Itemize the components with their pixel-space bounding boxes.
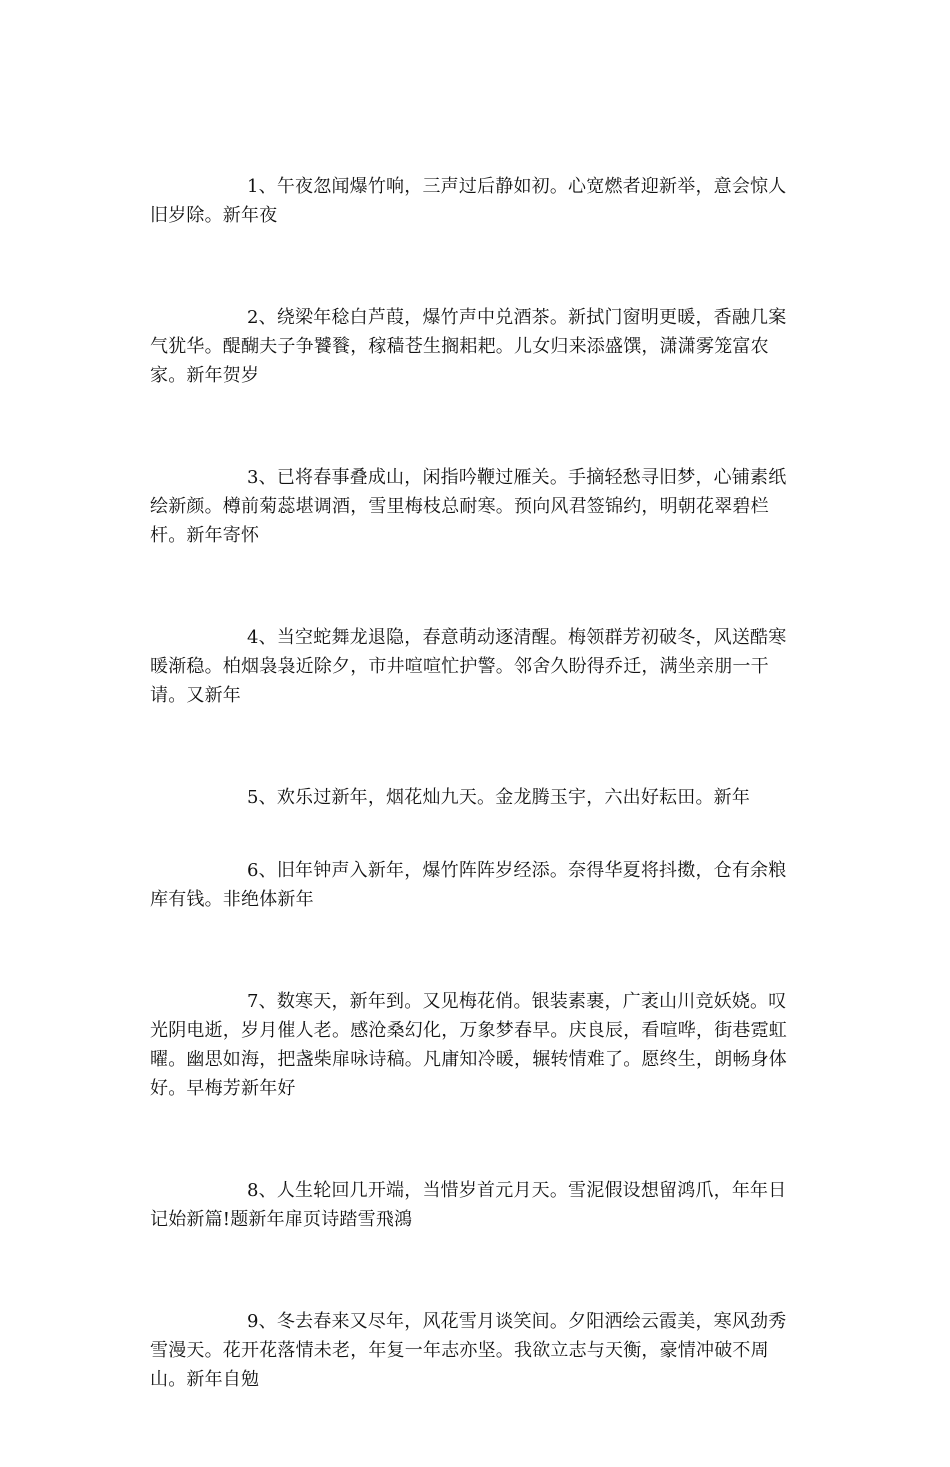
poem-paragraph-8: 8、人生轮回几开端，当惜岁首元月天。雪泥假设想留鸿爪，年年日记始新篇!题新年扉页诗踏雪飛鴻 [150, 1180, 787, 1230]
poem-paragraph-7: 7、数寒天，新年到。又见梅花俏。银装素裹，广袤山川竞妖娆。叹光阴电逝，岁月催人老。感沧桑幻化，万象梦春早。庆良辰，看喧哗，街巷霓虹曜。幽思如海，把盏柴扉咏诗稿。凡庸知冷暖，辗转情难了。愿终生，朗畅身体好。早梅芳新年好 [150, 991, 787, 1099]
poem-paragraph-9: 9、冬去春来又尽年，风花雪月谈笑间。夕阳洒绘云霞美，寒风劲秀雪漫天。花开花落情未老，年复一年志亦坚。我欲立志与天衡，豪情冲破不周山。新年自勉 [150, 1311, 787, 1390]
document-page [150, 172, 796, 1467]
poem-paragraph-5: 5、欢乐过新年，烟花灿九天。金龙腾玉宇，六出好耘田。新年 [247, 787, 751, 808]
poem-paragraph-3: 3、已将春事叠成山，闲指吟鞭过雁关。手摘轻愁寻旧梦，心铺素纸绘新颜。樽前菊蕊堪调酒，雪里梅枝总耐寒。预向风君签锦约，明朝花翠碧栏杆。新年寄怀 [150, 467, 787, 546]
poem-paragraph-6: 6、旧年钟声入新年，爆竹阵阵岁经添。奈得华夏将抖擞，仓有余粮库有钱。非绝体新年 [150, 860, 787, 910]
poem-paragraph-2: 2、绕梁年稔白芦葭，爆竹声中兑酒茶。新拭门窗明更暖，香融几案气犹华。醍醐夫子争饕餮，稼穑苍生搁耜耙。儿女归来添盛馔，潇潇雾笼富农家。新年贺岁 [150, 307, 787, 386]
poem-paragraph-1: 1、午夜忽闻爆竹响，三声过后静如初。心宽燃者迎新举，意会惊人旧岁除。新年夜 [150, 176, 787, 226]
poem-paragraph-4: 4、当空蛇舞龙退隐，春意萌动逐清醒。梅领群芳初破冬，风送酷寒暖渐稳。柏烟袅袅近除夕，市井喧喧忙护警。邻舍久盼得乔迁，满坐亲朋一干请。又新年 [150, 627, 787, 706]
